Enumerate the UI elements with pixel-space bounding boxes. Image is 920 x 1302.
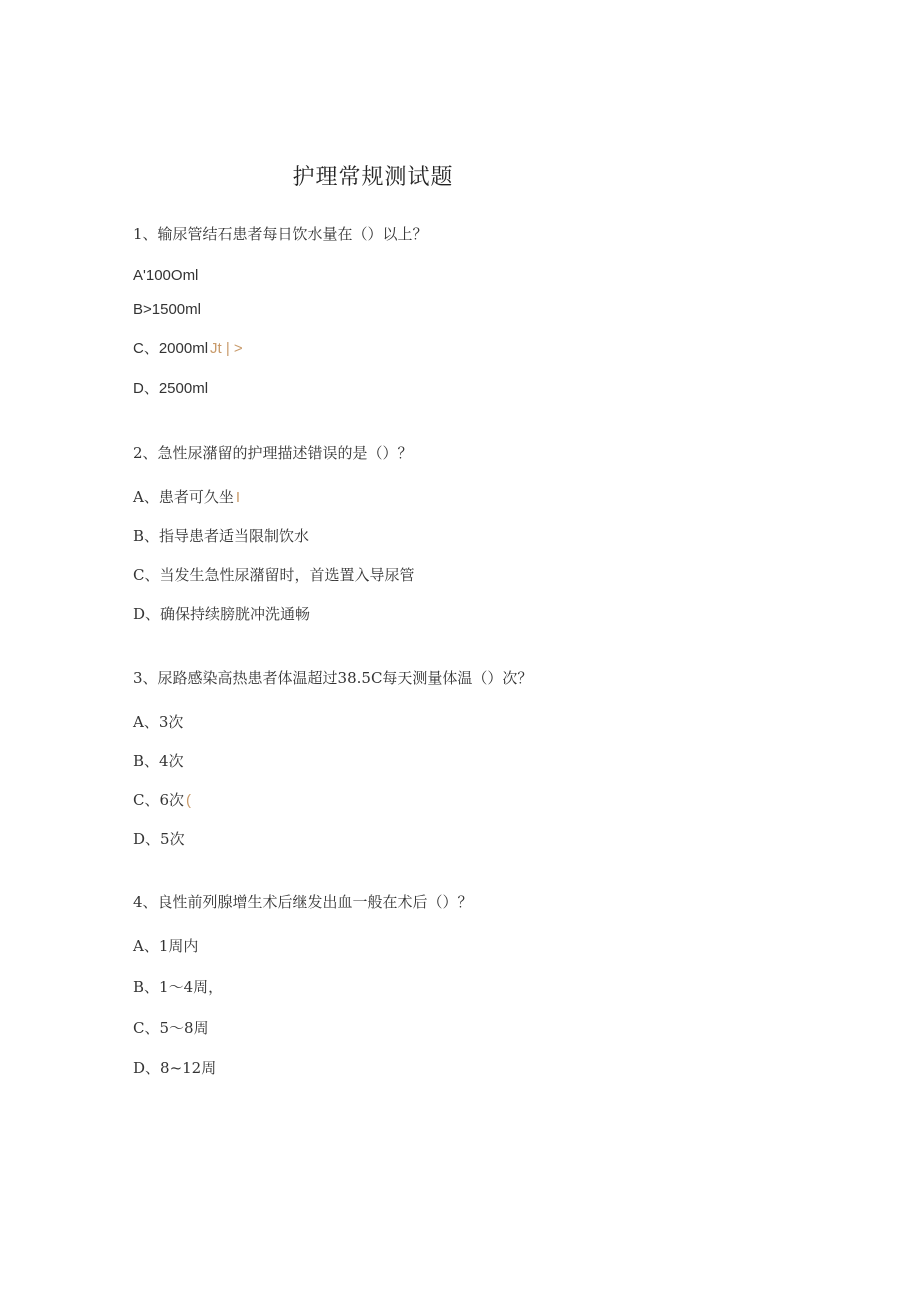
question-3-stem: 3、尿路感染高热患者体温超过38.5C每天测量体温（）次？	[133, 669, 533, 687]
question-4-option-c	[133, 1017, 209, 1039]
question-3-option-d	[133, 828, 185, 850]
option-text: C、5～8周	[133, 1019, 209, 1037]
option-text: D、5次	[133, 830, 185, 848]
scan-artifact-mark: (	[186, 792, 192, 809]
question-2-option-b	[133, 525, 309, 547]
option-text: A、患者可久坐	[133, 488, 234, 506]
question-1-option-b	[133, 299, 201, 321]
scan-artifact-mark: Jt | >	[210, 340, 243, 357]
question-1-option-c	[133, 338, 243, 360]
option-text: B>1500ml	[133, 301, 201, 318]
question-4-option-a	[133, 935, 198, 957]
question-2-option-d	[133, 603, 310, 625]
question-3-option-c	[133, 789, 191, 812]
question-2-option-c	[133, 564, 414, 586]
scan-artifact-mark: I	[235, 489, 241, 506]
question-1-stem: 1、输尿管结石患者每日饮水量在（）以上？	[133, 225, 428, 243]
option-text: B、指导患者适当限制饮水	[133, 527, 310, 545]
option-text: C、6次	[133, 791, 185, 809]
question-1-option-a	[133, 265, 198, 287]
question-3-option-b	[133, 750, 184, 772]
option-text: D、8~12周	[133, 1059, 217, 1077]
question-2-option-a	[133, 486, 240, 509]
option-text: C、当发生急性尿潴留时，首选置入导尿管	[133, 566, 415, 584]
option-text: B、1～4周，	[133, 978, 224, 996]
option-text: C、2000ml	[133, 340, 209, 357]
option-text: D、确保持续膀胱冲洗通畅	[133, 605, 311, 623]
option-text: A、3次	[133, 713, 184, 731]
question-3-option-a	[133, 711, 183, 733]
option-text: D、2500ml	[133, 380, 209, 397]
option-text: A、1周内	[133, 937, 199, 955]
question-4-option-d	[133, 1057, 216, 1079]
page-title: 护理常规测试题	[292, 165, 454, 190]
question-1-option-d	[133, 378, 208, 400]
option-text: B、4次	[133, 752, 184, 770]
option-text: A'100Oml	[133, 267, 199, 284]
question-2-stem: 2、急性尿潴留的护理描述错误的是（）？	[133, 444, 413, 462]
question-4-stem: 4、良性前列腺增生术后继发出血一般在术后（）？	[133, 893, 473, 911]
question-4-option-b	[133, 976, 223, 998]
